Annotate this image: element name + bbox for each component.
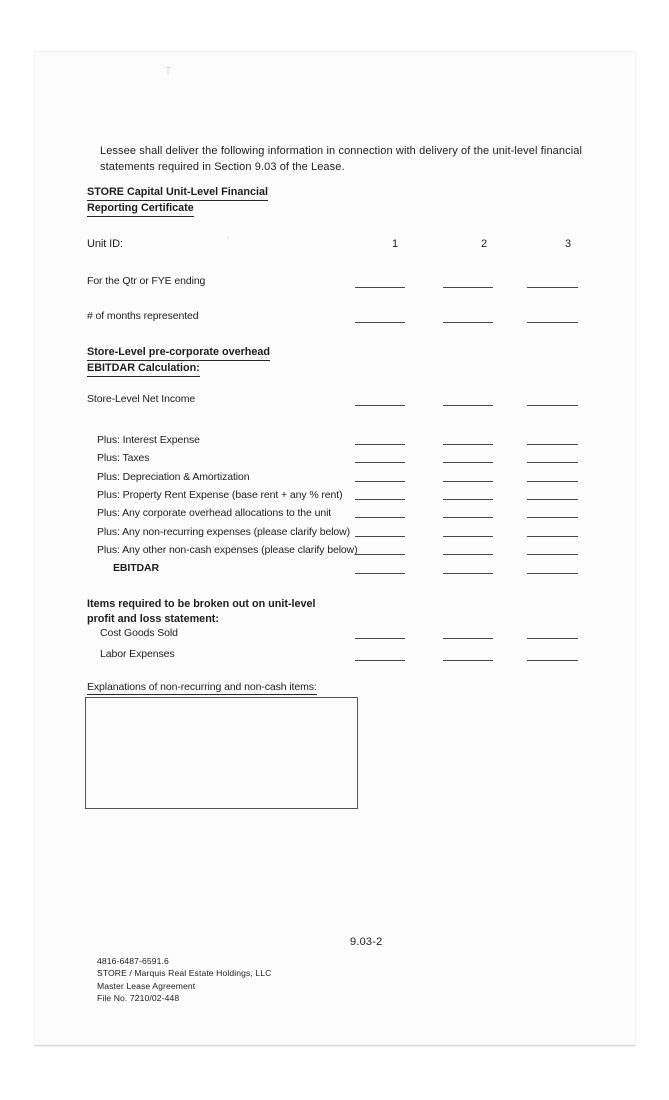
row-label: Store-Level Net Income (87, 393, 196, 405)
document-title-line1: STORE Capital Unit-Level Financial (87, 185, 268, 201)
row-label: Plus: Any non-recurring expenses (please clarify below) (97, 526, 351, 538)
blank-line (355, 536, 405, 537)
blank-line (355, 660, 405, 661)
form-row-plus (35, 434, 635, 452)
intro-paragraph: Lessee shall deliver the following information in connection with delivery of the unit-level financial statements required in Section 9.03 of the Lease. (100, 145, 582, 173)
document-title (87, 185, 268, 217)
blank-line (443, 517, 493, 518)
scanned-document-page (35, 52, 635, 1046)
row-label: Cost Goods Sold (100, 627, 178, 639)
blank-line (527, 481, 578, 482)
ebitdar-heading-line2: EBITDAR Calculation: (87, 361, 200, 377)
blank-line (355, 405, 405, 406)
row-label: EBITDAR (113, 562, 159, 574)
form-row-plus (35, 526, 635, 544)
blank-line (443, 322, 493, 323)
ebitdar-heading-line1: Store-Level pre-corporate overhead (87, 345, 270, 361)
items-heading-line2: profit and loss statement: (87, 613, 219, 625)
blank-line (527, 660, 578, 661)
footer-block (97, 955, 271, 1005)
blank-line (527, 517, 578, 518)
page-number: 9.03-2 (350, 936, 383, 948)
blank-line (443, 660, 493, 661)
form-row-plus (35, 471, 635, 489)
column-header-1: 1 (391, 238, 399, 250)
blank-line (355, 573, 405, 574)
blank-line (355, 287, 405, 288)
blank-line (443, 444, 493, 445)
blank-line (443, 573, 493, 574)
blank-line (355, 444, 405, 445)
explanation-box (85, 697, 358, 809)
row-label: Plus: Property Rent Expense (base rent + any % rent) (97, 489, 343, 501)
form-row-plus (35, 452, 635, 470)
column-header-2: 2 (480, 238, 488, 250)
footer-line-file-no: File No. 7210/02-448 (97, 993, 180, 1004)
footer-line-entity: STORE / Marquis Real Estate Holdings, LLC (97, 968, 272, 979)
blank-line (443, 405, 493, 406)
row-label: Plus: Any other non-cash expenses (please clarify below) (97, 544, 358, 556)
row-label: Plus: Any corporate overhead allocations to the unit (97, 507, 332, 519)
blank-line (527, 554, 578, 555)
column-header-3: 3 (564, 238, 572, 250)
form-row-plus (35, 489, 635, 507)
row-label: Plus: Taxes (97, 452, 150, 464)
row-label: Labor Expenses (100, 648, 175, 660)
blank-line (527, 638, 578, 639)
items-section-heading (87, 597, 316, 627)
blank-line (527, 499, 578, 500)
blank-line (527, 405, 578, 406)
blank-line (355, 638, 405, 639)
form-row-plus (35, 544, 635, 562)
row-label: # of months represented (87, 310, 199, 322)
blank-line (527, 287, 578, 288)
row-label: Plus: Depreciation & Amortization (97, 471, 250, 483)
scan-artifact: T (165, 66, 172, 77)
blank-line (443, 638, 493, 639)
form-row-cost-goods (35, 627, 635, 645)
row-label: For the Qtr or FYE ending (87, 275, 206, 287)
form-row-plus (35, 507, 635, 525)
blank-line (443, 499, 493, 500)
form-row-net-income (35, 393, 635, 411)
blank-line (355, 499, 405, 500)
blank-line (443, 554, 493, 555)
scan-artifact: ' (227, 236, 229, 247)
blank-line (443, 481, 493, 482)
blank-line (355, 554, 405, 555)
items-heading-line1: Items required to be broken out on unit-level (87, 598, 316, 610)
footer-line-doc-id: 4816-6487-6591.6 (97, 956, 169, 966)
blank-line (527, 322, 578, 323)
blank-line (443, 287, 493, 288)
footer-line-agreement: Master Lease Agreement (97, 980, 196, 991)
form-row-qtr-ending (35, 275, 635, 293)
ebitdar-section-heading (87, 345, 270, 377)
blank-line (527, 536, 578, 537)
document-title-line2: Reporting Certificate (87, 201, 194, 217)
blank-line (355, 462, 405, 463)
blank-line (443, 462, 493, 463)
blank-line (527, 462, 578, 463)
form-row-labor (35, 648, 635, 666)
blank-line (355, 517, 405, 518)
blank-line (355, 322, 405, 323)
form-row-ebitdar-total (35, 562, 635, 580)
blank-line (527, 573, 578, 574)
form-row-months (35, 310, 635, 328)
unit-id-label: Unit ID: (87, 238, 123, 250)
unit-id-row (35, 238, 635, 256)
blank-line (355, 481, 405, 482)
explanations-label: Explanations of non-recurring and non-cash items: (87, 681, 317, 693)
blank-line (527, 444, 578, 445)
row-label: Plus: Interest Expense (97, 434, 200, 446)
blank-line (443, 536, 493, 537)
